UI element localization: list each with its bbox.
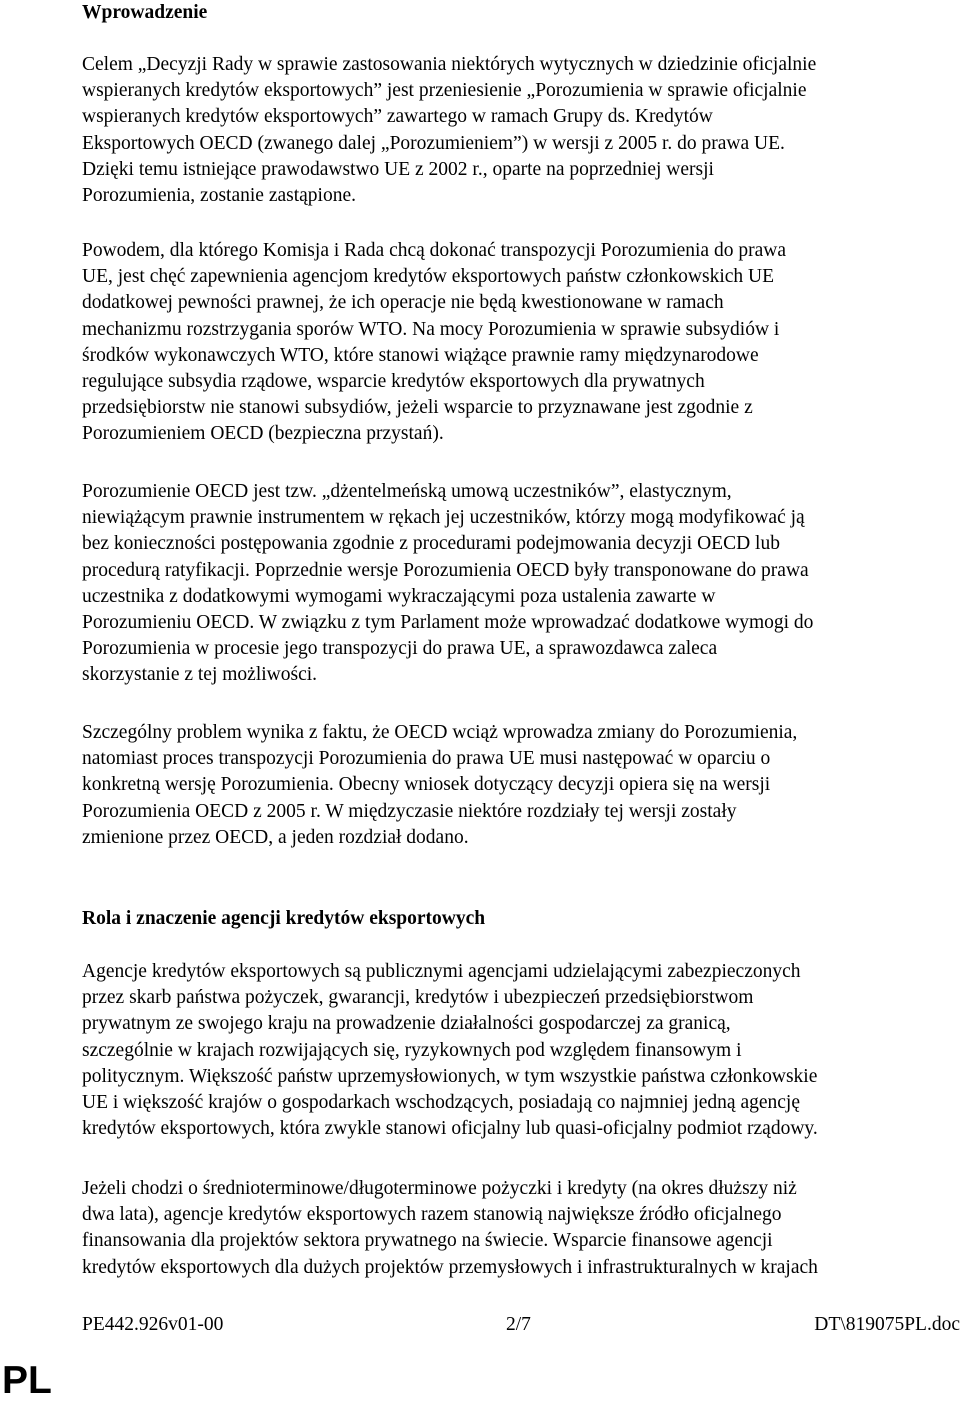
- text-line: regulujące subsydia rządowe, wsparcie kredytów eksportowych dla prywatnych: [82, 371, 705, 393]
- text-line: przedsiębiorstw nie stanowi subsydiów, jeżeli wsparcie to przyznawane jest zgodnie z: [82, 397, 753, 419]
- text-line: dodatkowej pewności prawnej, że ich operacje nie będą kwestionowane w ramach: [82, 292, 724, 314]
- paragraph-intro-gentlemens-agreement: [82, 479, 960, 689]
- paragraph-agencies-financing: [82, 1176, 960, 1281]
- footer-page-number: 2/7: [506, 1314, 531, 1335]
- text-line: mechanizmu rozstrzygania sporów WTO. Na mocy Porozumienia w sprawie subsydiów i: [82, 318, 780, 340]
- text-line: Jeżeli chodzi o średnioterminowe/długoterminowe pożyczki i kredyty (na okres dłuższy niż: [82, 1178, 797, 1199]
- text-line: kredytów eksportowych dla dużych projektów przemysłowych i infrastrukturalnych w krajach: [82, 1256, 818, 1278]
- text-line: Szczególny problem wynika z faktu, że OECD wciąż wprowadza zmiany do Porozumienia,: [82, 722, 798, 743]
- language-code: PL: [2, 1359, 52, 1402]
- paragraph-intro-purpose: [82, 52, 960, 209]
- text-line: Celem „Decyzji Rady w sprawie zastosowania niektórych wytycznych w dziedzinie oficjalnie: [82, 54, 817, 75]
- text-line: finansowania dla projektów sektora prywatnego na świecie. Wsparcie finansowe agencji: [82, 1230, 773, 1252]
- text-line: konkretną wersję Porozumienia. Obecny wniosek dotyczący decyzji opiera się na wersji: [82, 774, 771, 796]
- footer-file-name: DT\819075PL.doc: [814, 1314, 960, 1335]
- section-heading-export-credit-agencies: Rola i znaczenie agencji kredytów eksportowych: [82, 908, 486, 929]
- text-line: Agencje kredytów eksportowych są publicznymi agencjami udzielającymi zabezpieczonych: [82, 961, 801, 982]
- text-line: skorzystanie z tej możliwości.: [82, 664, 318, 686]
- text-line: kredytów eksportowych, która zwykle stanowi oficjalny lub quasi-oficjalny podmiot rządowy.: [82, 1118, 818, 1140]
- text-line: UE i większość krajów o gospodarkach wschodzących, posiadają co najmniej jedną agencję: [82, 1092, 800, 1114]
- text-line: UE, jest chęć zapewnienia agencjom kredytów eksportowych państw członkowskich UE: [82, 266, 775, 288]
- paragraph-intro-specific-problem: [82, 720, 960, 851]
- text-line: natomiast proces transpozycji Porozumienia do prawa UE musi następować w oparciu o: [82, 748, 771, 770]
- text-line: Porozumienia, zostanie zastąpione.: [82, 185, 356, 207]
- text-line: bez konieczności postępowania zgodnie z procedurami podejmowania decyzji OECD lub: [82, 533, 780, 555]
- text-line: Dzięki temu istniejące prawodawstwo UE z 2002 r., oparte na poprzedniej wersji: [82, 158, 714, 180]
- text-line: Porozumienia OECD z 2005 r. W międzyczasie niektóre rozdziały tej wersji zostały: [82, 800, 737, 822]
- text-line: dwa lata), agencje kredytów eksportowych razem stanowią największe źródło oficjalnego: [82, 1204, 782, 1226]
- text-line: szczególnie w krajach rozwijających się, ryzykownych pod względem finansowym i: [82, 1039, 742, 1061]
- text-line: wspieranych kredytów eksportowych” zawartego w ramach Grupy ds. Kredytów: [82, 106, 713, 128]
- footer-document-reference: PE442.926v01-00: [82, 1314, 224, 1335]
- text-line: politycznym. Większość państw uprzemysłowionych, w tym wszystkie państwa członkowskie: [82, 1065, 818, 1087]
- text-line: przez skarb państwa pożyczek, gwarancji, kredytów i ubezpieczeń przedsiębiorstwom: [82, 987, 754, 1009]
- text-line: Porozumieniu OECD. W związku z tym Parlament może wprowadzać dodatkowe wymogi do: [82, 612, 814, 634]
- text-line: niewiążącym prawnie instrumentem w rękach jej uczestników, którzy mogą modyfikować ją: [82, 507, 805, 529]
- paragraph-agencies-definition: [82, 959, 960, 1142]
- section-heading-introduction: Wprowadzenie: [82, 2, 208, 23]
- text-line: wspieranych kredytów eksportowych” jest przeniesienie „Porozumienia w sprawie oficjalnie: [82, 80, 807, 102]
- text-line: procedurą ratyfikacji. Poprzednie wersje Porozumienia OECD były transponowane do prawa: [82, 559, 809, 581]
- text-line: Eksportowych OECD (zwanego dalej „Porozumieniem”) w wersji z 2005 r. do prawa UE.: [82, 132, 785, 154]
- text-line: Porozumienia w procesie jego transpozycji do prawa UE, a sprawozdawca zaleca: [82, 638, 718, 660]
- text-line: Powodem, dla którego Komisja i Rada chcą dokonać transpozycji Porozumienia do prawa: [82, 240, 786, 261]
- text-line: środków wykonawczych WTO, które stanowi wiążące prawnie ramy międzynarodowe: [82, 344, 759, 366]
- text-line: zmienione przez OECD, a jeden rozdział dodano.: [82, 826, 469, 848]
- text-line: prywatnym ze swojego kraju na prowadzenie działalności gospodarczej za granicą,: [82, 1013, 731, 1035]
- text-line: uczestnika z dodatkowymi wymogami wykraczającymi poza ustalenia zawarte w: [82, 585, 716, 607]
- text-line: Porozumieniem OECD (bezpieczna przystań).: [82, 423, 444, 445]
- paragraph-intro-reason: [82, 238, 960, 448]
- text-line: Porozumienie OECD jest tzw. „dżentelmeńską umową uczestników”, elastycznym,: [82, 481, 732, 502]
